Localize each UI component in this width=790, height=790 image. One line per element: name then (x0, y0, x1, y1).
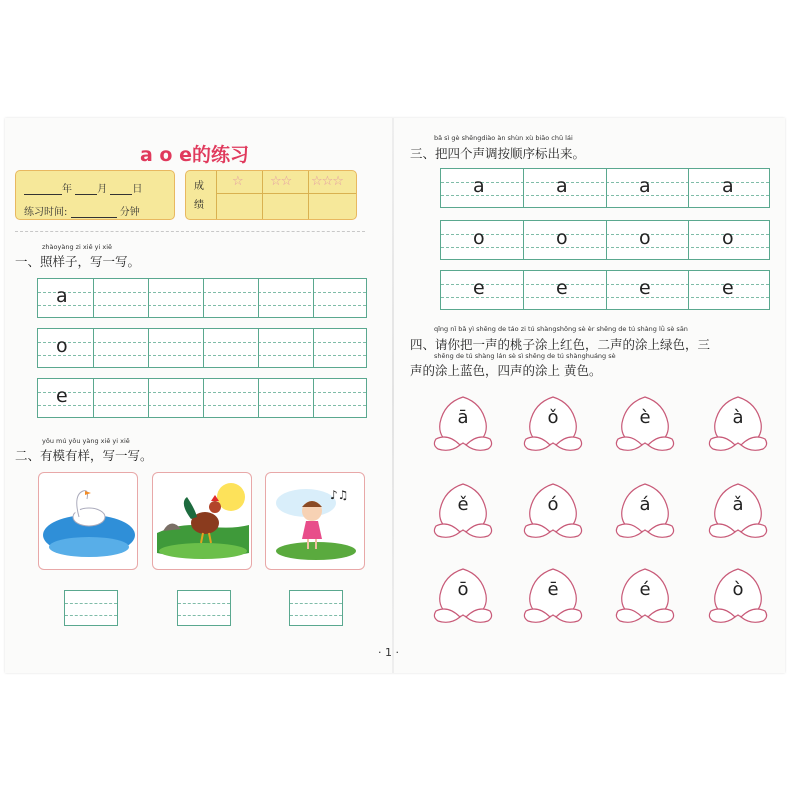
peach-letter: á (639, 494, 651, 515)
answer-box-girl[interactable] (289, 590, 343, 626)
peach-letter: ē (547, 579, 559, 600)
answer-box-rooster[interactable] (177, 590, 231, 626)
tone-letter: o (639, 227, 651, 249)
divider (15, 231, 365, 232)
svg-text:♪♫: ♪♫ (330, 488, 349, 502)
peach-shape[interactable] (430, 393, 496, 455)
worksheet-title: a o e的练习 (140, 144, 249, 166)
section2-pinyin: yǒu mú yǒu yàng xiě yi xiě (42, 437, 130, 445)
peach-letter: ó (547, 494, 559, 515)
peach-shape[interactable] (520, 393, 586, 455)
sample-letter: a (56, 285, 68, 307)
tone-letter: o (556, 227, 568, 249)
tone-letter: e (722, 277, 734, 299)
page-number: · 1 · (378, 646, 399, 659)
peach-letter: ě (457, 494, 469, 515)
tone-letter: a (639, 175, 651, 197)
date-box (15, 170, 175, 220)
peach-letter: à (732, 407, 744, 428)
year-label: 年 (62, 184, 72, 195)
two-star-icon: ☆☆ (270, 174, 292, 189)
time-label: 练习时间: (24, 207, 68, 218)
tone-grid-o[interactable] (440, 220, 770, 260)
peach-shape[interactable] (705, 393, 771, 455)
section1-heading: 一、照样子，写一写。 (15, 254, 141, 269)
answer-box-swan[interactable] (64, 590, 118, 626)
peach-shape[interactable] (520, 480, 586, 542)
month-label: 月 (97, 184, 108, 195)
writing-grid-o[interactable] (37, 328, 367, 368)
peach-shape[interactable] (612, 480, 678, 542)
peach-letter: ǒ (547, 407, 559, 428)
tone-letter: o (473, 227, 485, 249)
peach-letter: è (639, 407, 651, 428)
score-label: 成绩 (194, 181, 204, 211)
peach-shape[interactable] (430, 480, 496, 542)
swan-picture (38, 472, 138, 570)
tone-letter: a (722, 175, 734, 197)
day-label: 日 (132, 184, 143, 195)
girl-singing-picture (265, 472, 365, 570)
section4-heading-2: 声的涂上蓝色，四声的涂上 黄色。 (410, 363, 602, 378)
section3-heading: 三、把四个声调按顺序标出来。 (410, 146, 586, 161)
peach-letter: ō (457, 579, 469, 600)
section4-heading-1: 四、请你把一声的桃子涂上红色，二声的涂上绿色，三 (410, 337, 711, 352)
sample-letter: o (56, 335, 68, 357)
score-box (185, 170, 357, 220)
tone-letter: e (556, 277, 568, 299)
tone-grid-a[interactable] (440, 168, 770, 208)
writing-grid-a[interactable] (37, 278, 367, 318)
three-star-icon: ☆☆☆ (311, 174, 343, 189)
peach-shape[interactable] (520, 565, 586, 627)
peach-shape[interactable] (705, 480, 771, 542)
peach-shape[interactable] (430, 565, 496, 627)
section3-pinyin: bǎ sì gè shēngdiào àn shùn xù biāo chū lái (434, 134, 573, 142)
peach-shape[interactable] (612, 393, 678, 455)
tone-grid-e[interactable] (440, 270, 770, 310)
rooster-picture (152, 472, 252, 570)
peach-letter: ǎ (732, 494, 744, 515)
page-fold (392, 118, 394, 673)
section1-pinyin: zhàoyàng zi xiě yi xiě (42, 243, 113, 251)
peach-letter: é (639, 579, 651, 600)
peach-shape[interactable] (612, 565, 678, 627)
tone-letter: e (473, 277, 485, 299)
one-star-icon: ☆ (232, 174, 243, 189)
section4-pinyin-1: qǐng nǐ bǎ yì shēng de táo zi tú shàngshōng sè èr shēng de tú shàng lǜ sè sān (434, 325, 688, 333)
peach-letter: ò (732, 579, 744, 600)
section4-pinyin-2: shēng de tú shàng lán sè sì shēng de tú shànghuáng sè (434, 352, 616, 360)
peach-letter: ā (457, 407, 469, 428)
tone-letter: e (639, 277, 651, 299)
tone-letter: a (473, 175, 485, 197)
writing-grid-e[interactable] (37, 378, 367, 418)
tone-letter: o (722, 227, 734, 249)
section2-heading: 二、有模有样，写一写。 (15, 448, 153, 463)
minute-label: 分钟 (119, 207, 140, 218)
tone-letter: a (556, 175, 568, 197)
peach-shape[interactable] (705, 565, 771, 627)
sample-letter: e (56, 385, 68, 407)
